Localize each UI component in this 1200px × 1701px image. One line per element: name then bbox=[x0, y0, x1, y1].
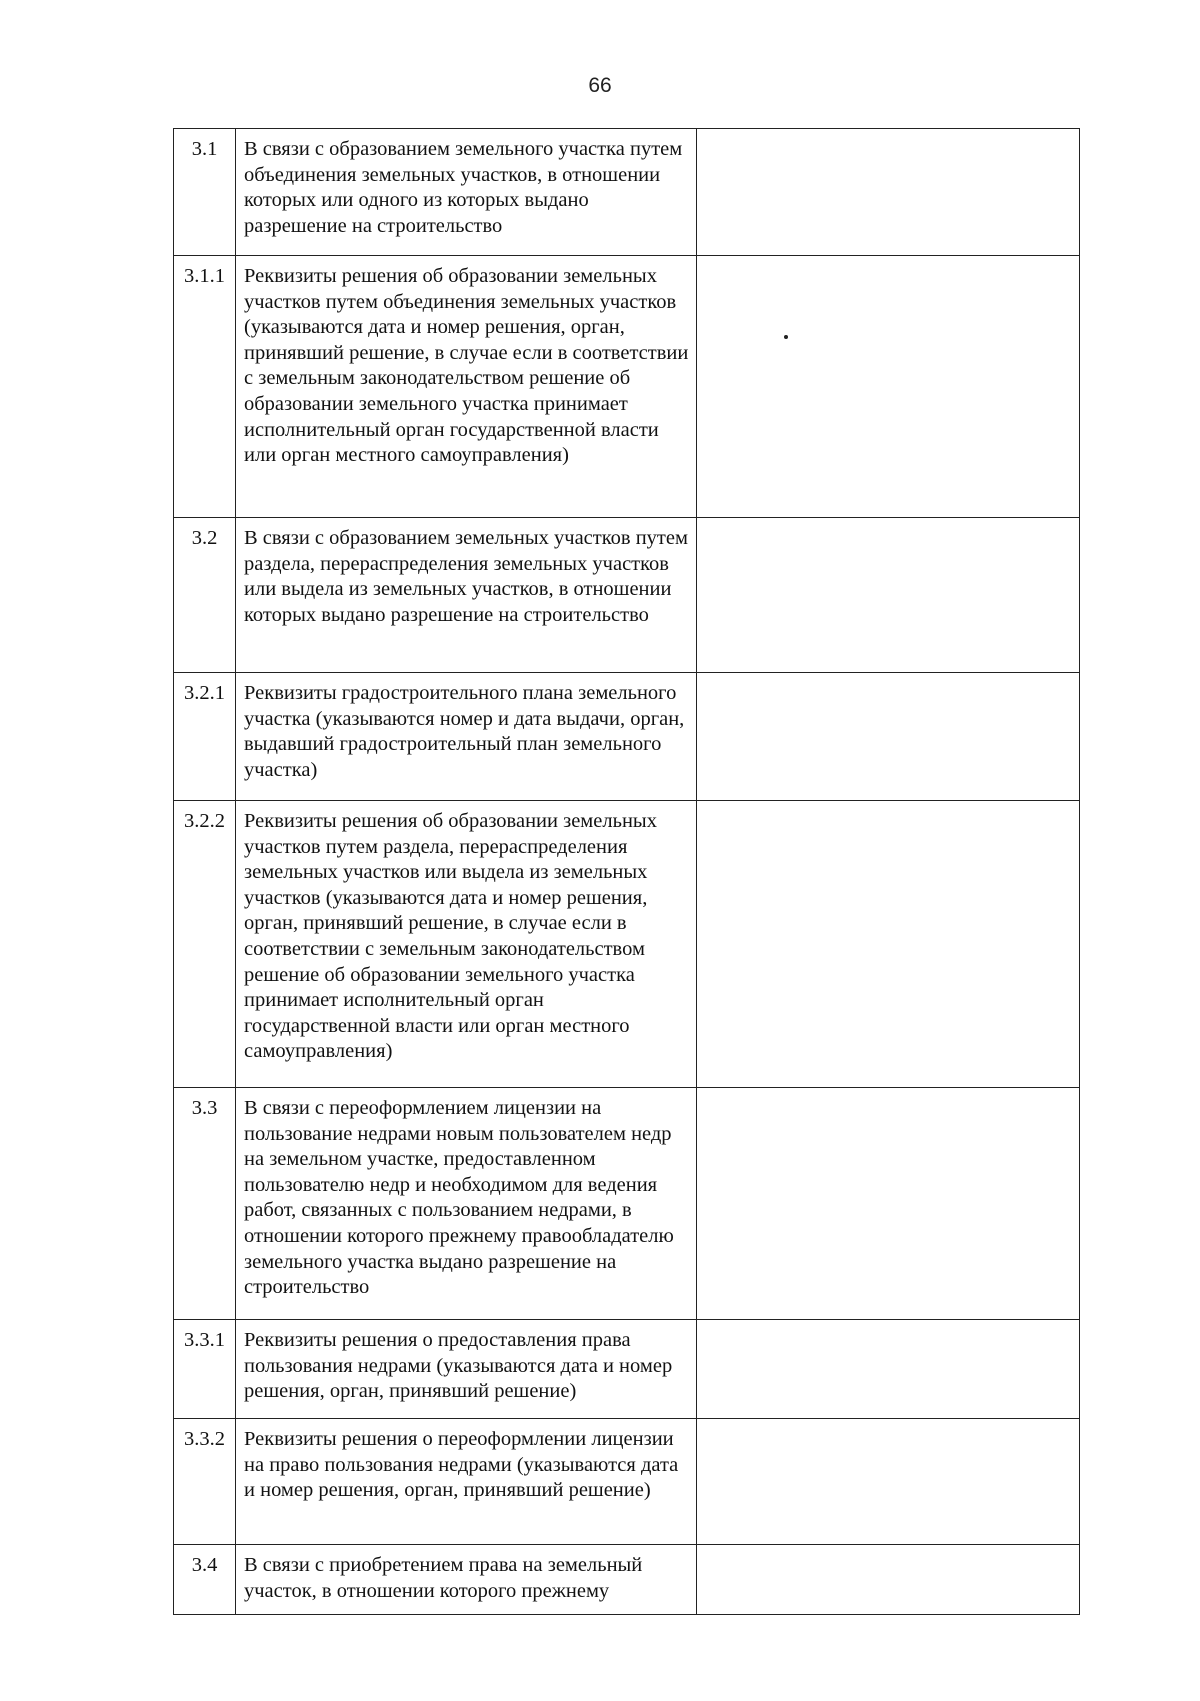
row-number: 3.3.1 bbox=[174, 1320, 236, 1419]
table-row bbox=[174, 673, 1080, 801]
table-row bbox=[174, 1320, 1080, 1419]
table-row bbox=[174, 518, 1080, 673]
row-number: 3.1.1 bbox=[174, 256, 236, 518]
table-row bbox=[174, 1419, 1080, 1545]
row-description: В связи с переоформлением лицензии на пользование недрами новым пользователем недр на земельном участке, предоставленном пользователю недр и необходимом для ведения работ, связанных с пользованием недрами, в отношении которого прежнему правообладателю земельного участка выдано разрешение на строительство bbox=[236, 1088, 697, 1320]
table-row bbox=[174, 256, 1080, 518]
row-description: В связи с приобретением права на земельный участок, в отношении которого прежнему bbox=[236, 1545, 697, 1615]
row-description: Реквизиты решения о предоставления права пользования недрами (указываются дата и номер решения, орган, принявший решение) bbox=[236, 1320, 697, 1419]
row-number: 3.3.2 bbox=[174, 1419, 236, 1545]
row-description: Реквизиты решения об образовании земельных участков путем объединения земельных участков (указываются дата и номер решения, орган, принявший решение, в случае если в соответствии с земельным законодательством решение об образовании земельного участка принимает исполнительный орган государственной власти или орган местного самоуправления) bbox=[236, 256, 697, 518]
row-description: Реквизиты решения о переоформлении лицензии на право пользования недрами (указываются дата и номер решения, орган, принявший решение) bbox=[236, 1419, 697, 1545]
row-value-cell[interactable] bbox=[697, 1320, 1080, 1419]
row-number: 3.2.2 bbox=[174, 801, 236, 1088]
table-row bbox=[174, 801, 1080, 1088]
row-value-cell[interactable] bbox=[697, 1088, 1080, 1320]
row-value-cell[interactable] bbox=[697, 801, 1080, 1088]
row-value-cell[interactable] bbox=[697, 129, 1080, 256]
row-description: Реквизиты решения об образовании земельных участков путем раздела, перераспределения земельных участков или выдела из земельных участков (указываются дата и номер решения, орган, принявший решение, в случае если в соответствии с земельным законодательством решение об образовании земельного участка принимает исполнительный орган государственной власти или орган местного самоуправления) bbox=[236, 801, 697, 1088]
row-number: 3.3 bbox=[174, 1088, 236, 1320]
row-value-cell[interactable] bbox=[697, 1545, 1080, 1615]
scan-speck bbox=[784, 335, 788, 339]
row-description: В связи с образованием земельных участков путем раздела, перераспределения земельных участков или выдела из земельных участков, в отношении которых выдано разрешение на строительство bbox=[236, 518, 697, 673]
row-number: 3.2 bbox=[174, 518, 236, 673]
row-value-cell[interactable] bbox=[697, 256, 1080, 518]
row-number: 3.1 bbox=[174, 129, 236, 256]
form-table bbox=[173, 128, 1080, 1615]
row-number: 3.2.1 bbox=[174, 673, 236, 801]
row-description: В связи с образованием земельного участка путем объединения земельных участков, в отношении которых или одного из которых выдано разрешение на строительство bbox=[236, 129, 697, 256]
row-value-cell[interactable] bbox=[697, 1419, 1080, 1545]
row-number: 3.4 bbox=[174, 1545, 236, 1615]
table-row bbox=[174, 129, 1080, 256]
table-row bbox=[174, 1088, 1080, 1320]
table-row bbox=[174, 1545, 1080, 1615]
row-description: Реквизиты градостроительного плана земельного участка (указываются номер и дата выдачи, орган, выдавший градостроительный план земельного участка) bbox=[236, 673, 697, 801]
row-value-cell[interactable] bbox=[697, 518, 1080, 673]
row-value-cell[interactable] bbox=[697, 673, 1080, 801]
page-number: 66 bbox=[588, 74, 612, 97]
